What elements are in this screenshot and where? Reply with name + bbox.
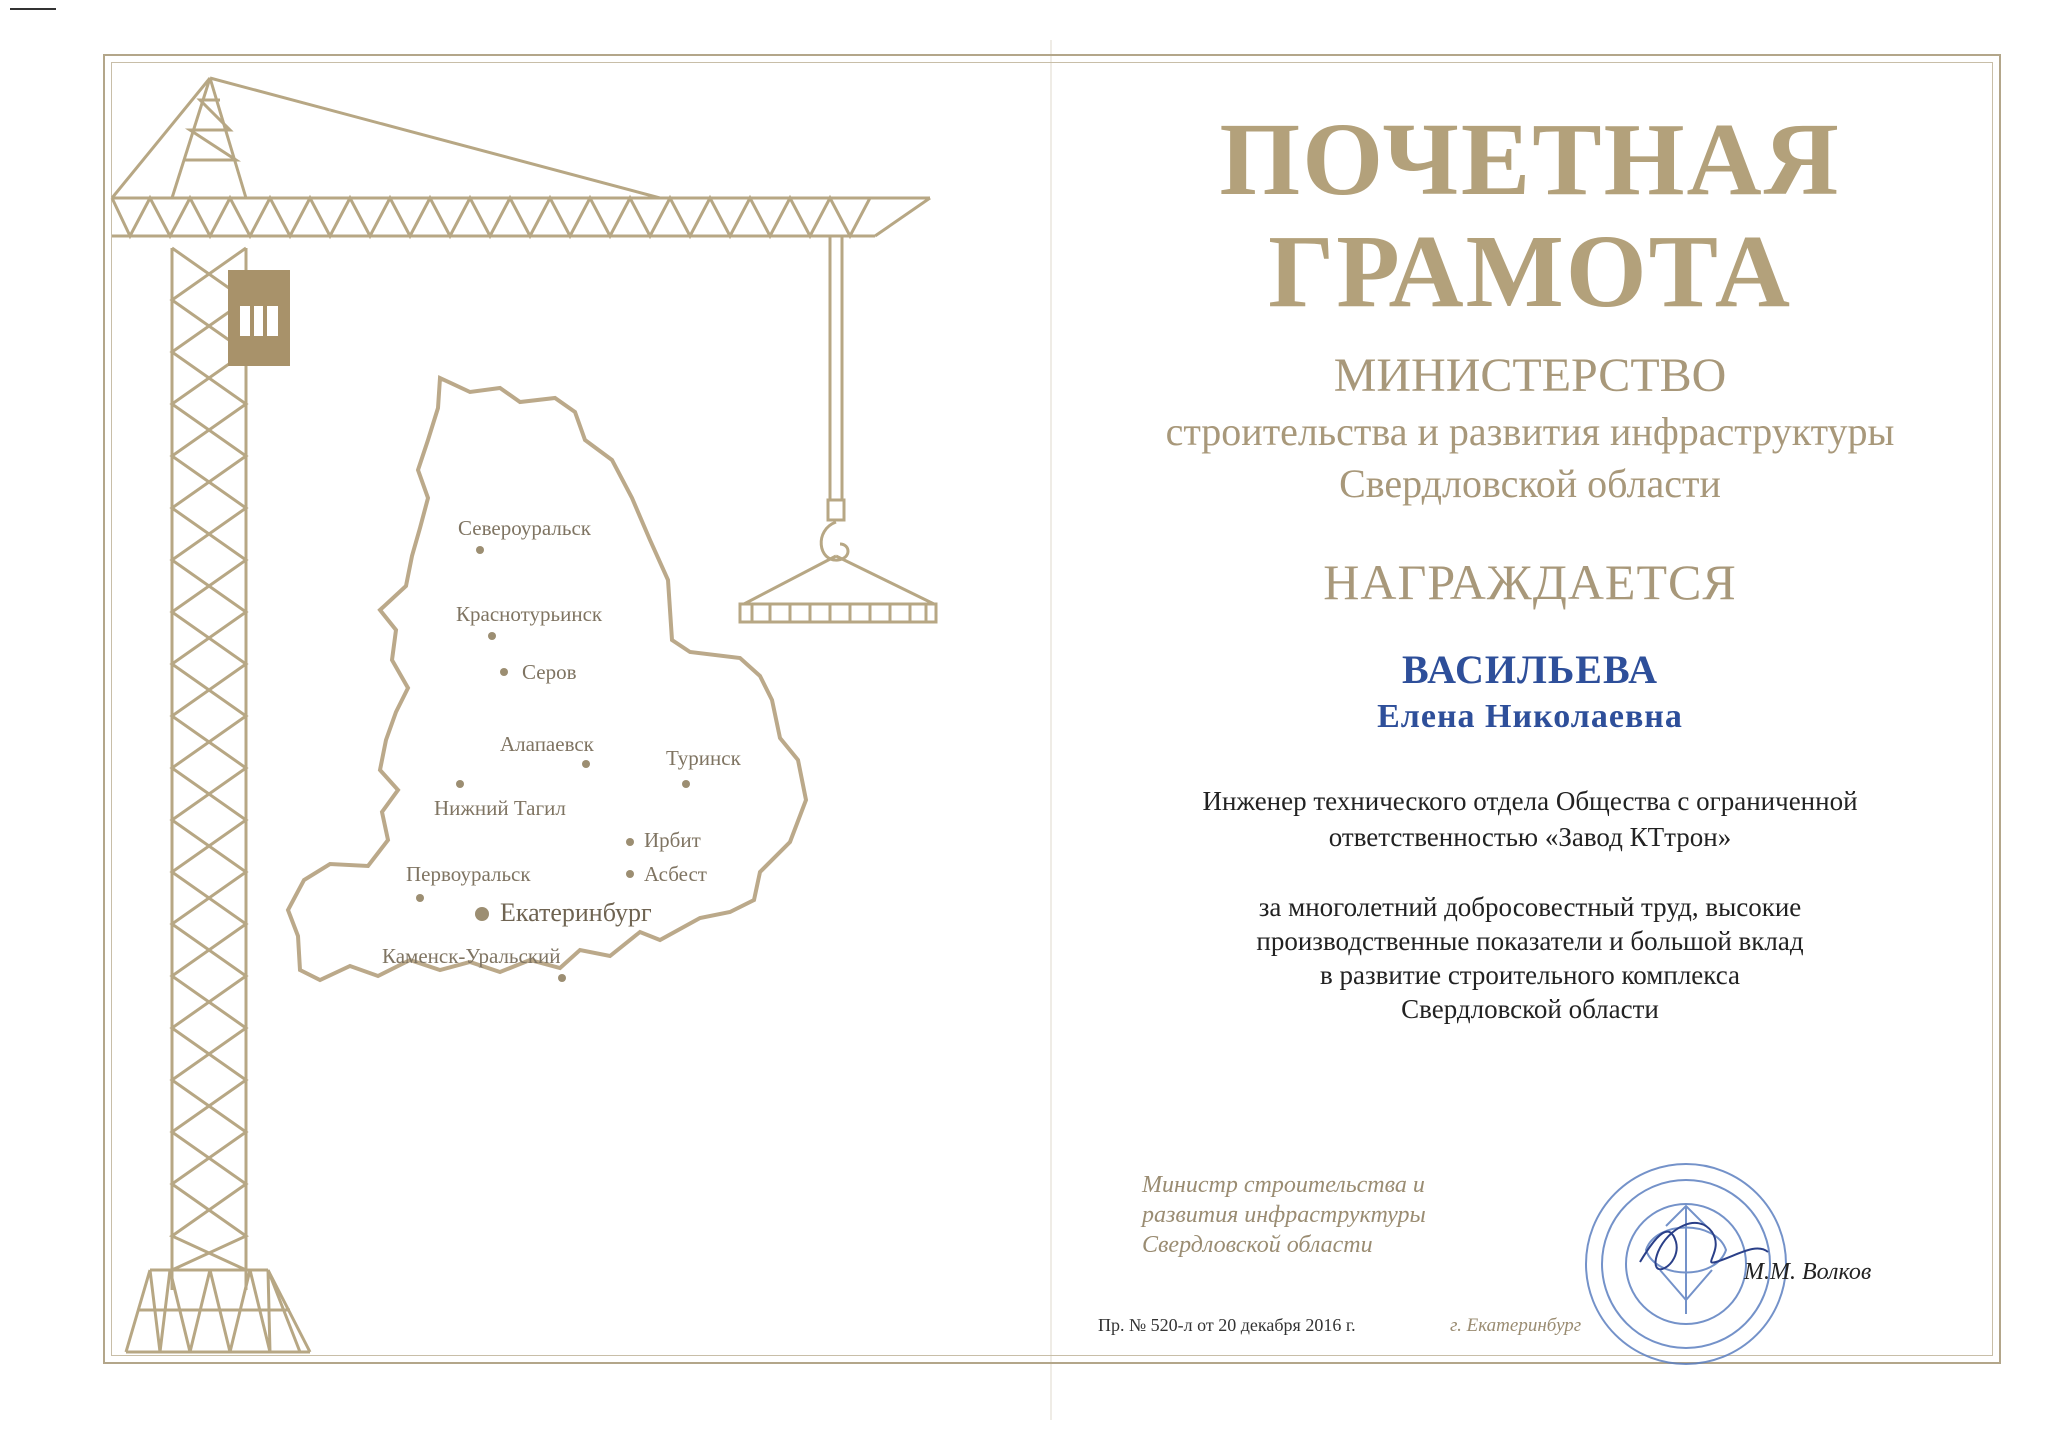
map-city-label: Первоуральск [406,862,531,886]
certificate-title: ГРАМОТА [1268,214,1792,329]
map-city-label: Туринск [666,746,741,770]
award-reason: производственные показатели и большой вклад [1256,926,1804,956]
award-reason: за многолетний добросовестный труд, высокие [1258,892,1802,922]
certificate-title: ПОЧЕТНАЯ [1219,102,1841,217]
recipient-position: Инженер технического отдела Общества с ограниченной [1202,786,1858,816]
map-city-label: Краснотурьинск [456,602,603,626]
map-city-label: Каменск-Уральский [382,944,561,968]
signatory-title: Свердловской области [1142,1232,1373,1258]
map-city-label-capital: Екатеринбург [500,898,652,927]
signatory-title: развития инфраструктуры [1142,1202,1426,1228]
order-reference: Пр. № 520-л от 20 декабря 2016 г. [1098,1315,1356,1335]
map-city-label: Серов [522,660,577,684]
recipient-surname: ВАСИЛЬЕВА [1401,647,1659,692]
issuer-name: строительства и развития инфраструктуры [1165,409,1895,454]
recipient-position: ответственностью «Завод КТтрон» [1328,822,1732,852]
map-city-label: Североуральск [458,516,591,540]
award-reason: Свердловской области [1401,994,1659,1024]
crane-cab [228,270,290,366]
issuer-name: МИНИСТЕРСТВО [1333,349,1727,402]
signatory-title: Министр строительства и [1142,1172,1425,1198]
map-city-label: Алапаевск [500,732,594,756]
issue-city: г. Екатеринбург [1450,1315,1582,1336]
signatory-name: М.М. Волков [1744,1259,1872,1285]
map-city-label: Ирбит [644,828,701,852]
map-city-label: Асбест [644,862,707,886]
award-reason: в развитие строительного комплекса [1319,960,1741,990]
map-city-label: Нижний Тагил [434,796,566,820]
recipient-given-name: Елена Николаевна [1377,698,1683,735]
awarded-label: НАГРАЖДАЕТСЯ [1323,554,1737,610]
issuer-name: Свердловской области [1339,461,1721,506]
